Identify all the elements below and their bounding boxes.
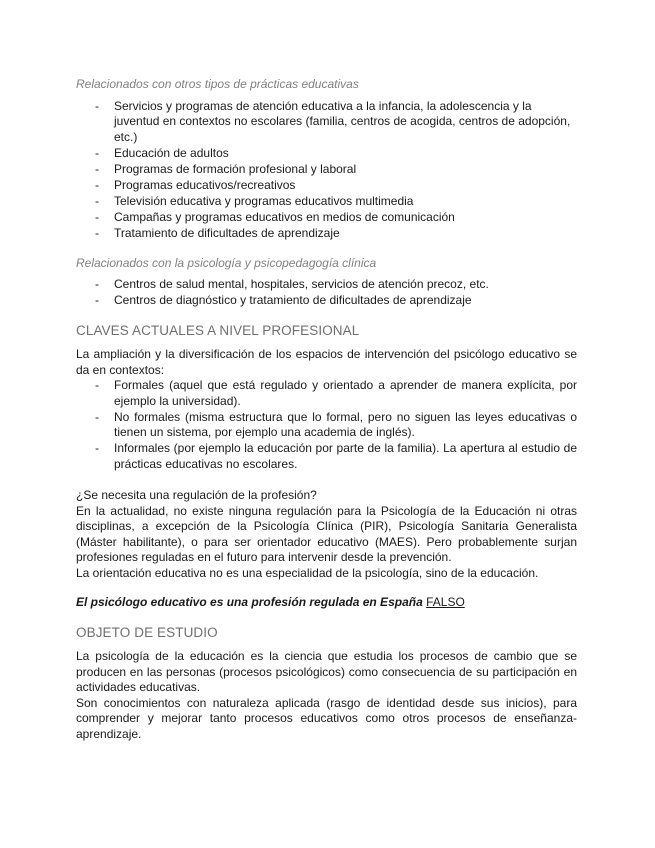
list-item: - Programas de formación profesional y laboral (76, 162, 577, 178)
statement-answer: FALSO (426, 595, 465, 610)
list-item: - Centros de salud mental, hospitales, servicios de atención precoz, etc. (76, 277, 577, 293)
heading-objeto-estudio: OBJETO DE ESTUDIO (76, 624, 218, 640)
list-psicologia-clinica (76, 277, 577, 309)
list-item: - Educación de adultos (76, 146, 577, 162)
list-item: - Formales (aquel que está regulado y orientado a aprender de manera explícita, por ejemplo la universidad). (76, 378, 577, 409)
list-item: - Campañas y programas educativos en medios de comunicación (76, 210, 577, 226)
list-item: - No formales (misma estructura que lo formal, pero no siguen las leyes educativas o tienen un sistema, por ejemplo una academia de inglés). (76, 410, 577, 441)
statement-text: El psicólogo educativo es una profesión regulada en España (76, 595, 423, 610)
heading-claves-actuales: CLAVES ACTUALES A NIVEL PROFESIONAL (76, 322, 360, 338)
true-false-statement (76, 595, 577, 611)
list-item: - Televisión educativa y programas educativos multimedia (76, 194, 577, 210)
list-item: - Servicios y programas de atención educativa a la infancia, la adolescencia y la juventud en contextos no escolares (familia, centros de acogida, centros de adopción, etc.) (76, 99, 577, 146)
list-contextos (76, 378, 577, 472)
regulacion-answer: En la actualidad, no existe ninguna regulación para la Psicología de la Educación ni otras disciplinas, a excepción de la Psicología Clínica (PIR), Psicología Sanitaria Generalista (Máster habilitante), o para ser orientador educativo (MAES). Pero probablemente surjan profesiones reguladas en el futuro para intervenir desde la prevención. (76, 503, 577, 565)
list-item: - Tratamiento de dificultades de aprendizaje (76, 226, 577, 242)
subheading-practicas-educativas: Relacionados con otros tipos de prácticas educativas (76, 77, 359, 91)
list-item: - Informales (por ejemplo la educación por parte de la familia). La apertura al estudio de prácticas educativas no escolares. (76, 441, 577, 472)
subheading-psicologia-clinica: Relacionados con la psicología y psicopedagogía clínica (76, 255, 377, 270)
list-item: - Programas educativos/recreativos (76, 178, 577, 194)
objeto-paragraph-2: Son conocimientos con naturaleza aplicada (rasgo de identidad desde sus inicios), para comprender y mejorar tanto procesos educativos como otros procesos de enseñanza-aprendizaje. (76, 695, 577, 741)
list-practicas-educativas (76, 99, 577, 242)
claves-intro: La ampliación y la diversificación de los espacios de intervención del psicólogo educativo se da en contextos: (76, 347, 577, 377)
objeto-paragraph-1: La psicología de la educación es la ciencia que estudia los procesos de cambio que se producen en las personas (procesos psicológicos) como consecuencia de su participación en actividades educativas. (76, 649, 577, 695)
regulacion-question: ¿Se necesita una regulación de la profesión? (76, 488, 317, 503)
regulacion-note: La orientación educativa no es una especialidad de la psicología, sino de la educación. (76, 565, 539, 580)
list-item: - Centros de diagnóstico y tratamiento de dificultades de aprendizaje (76, 293, 577, 309)
